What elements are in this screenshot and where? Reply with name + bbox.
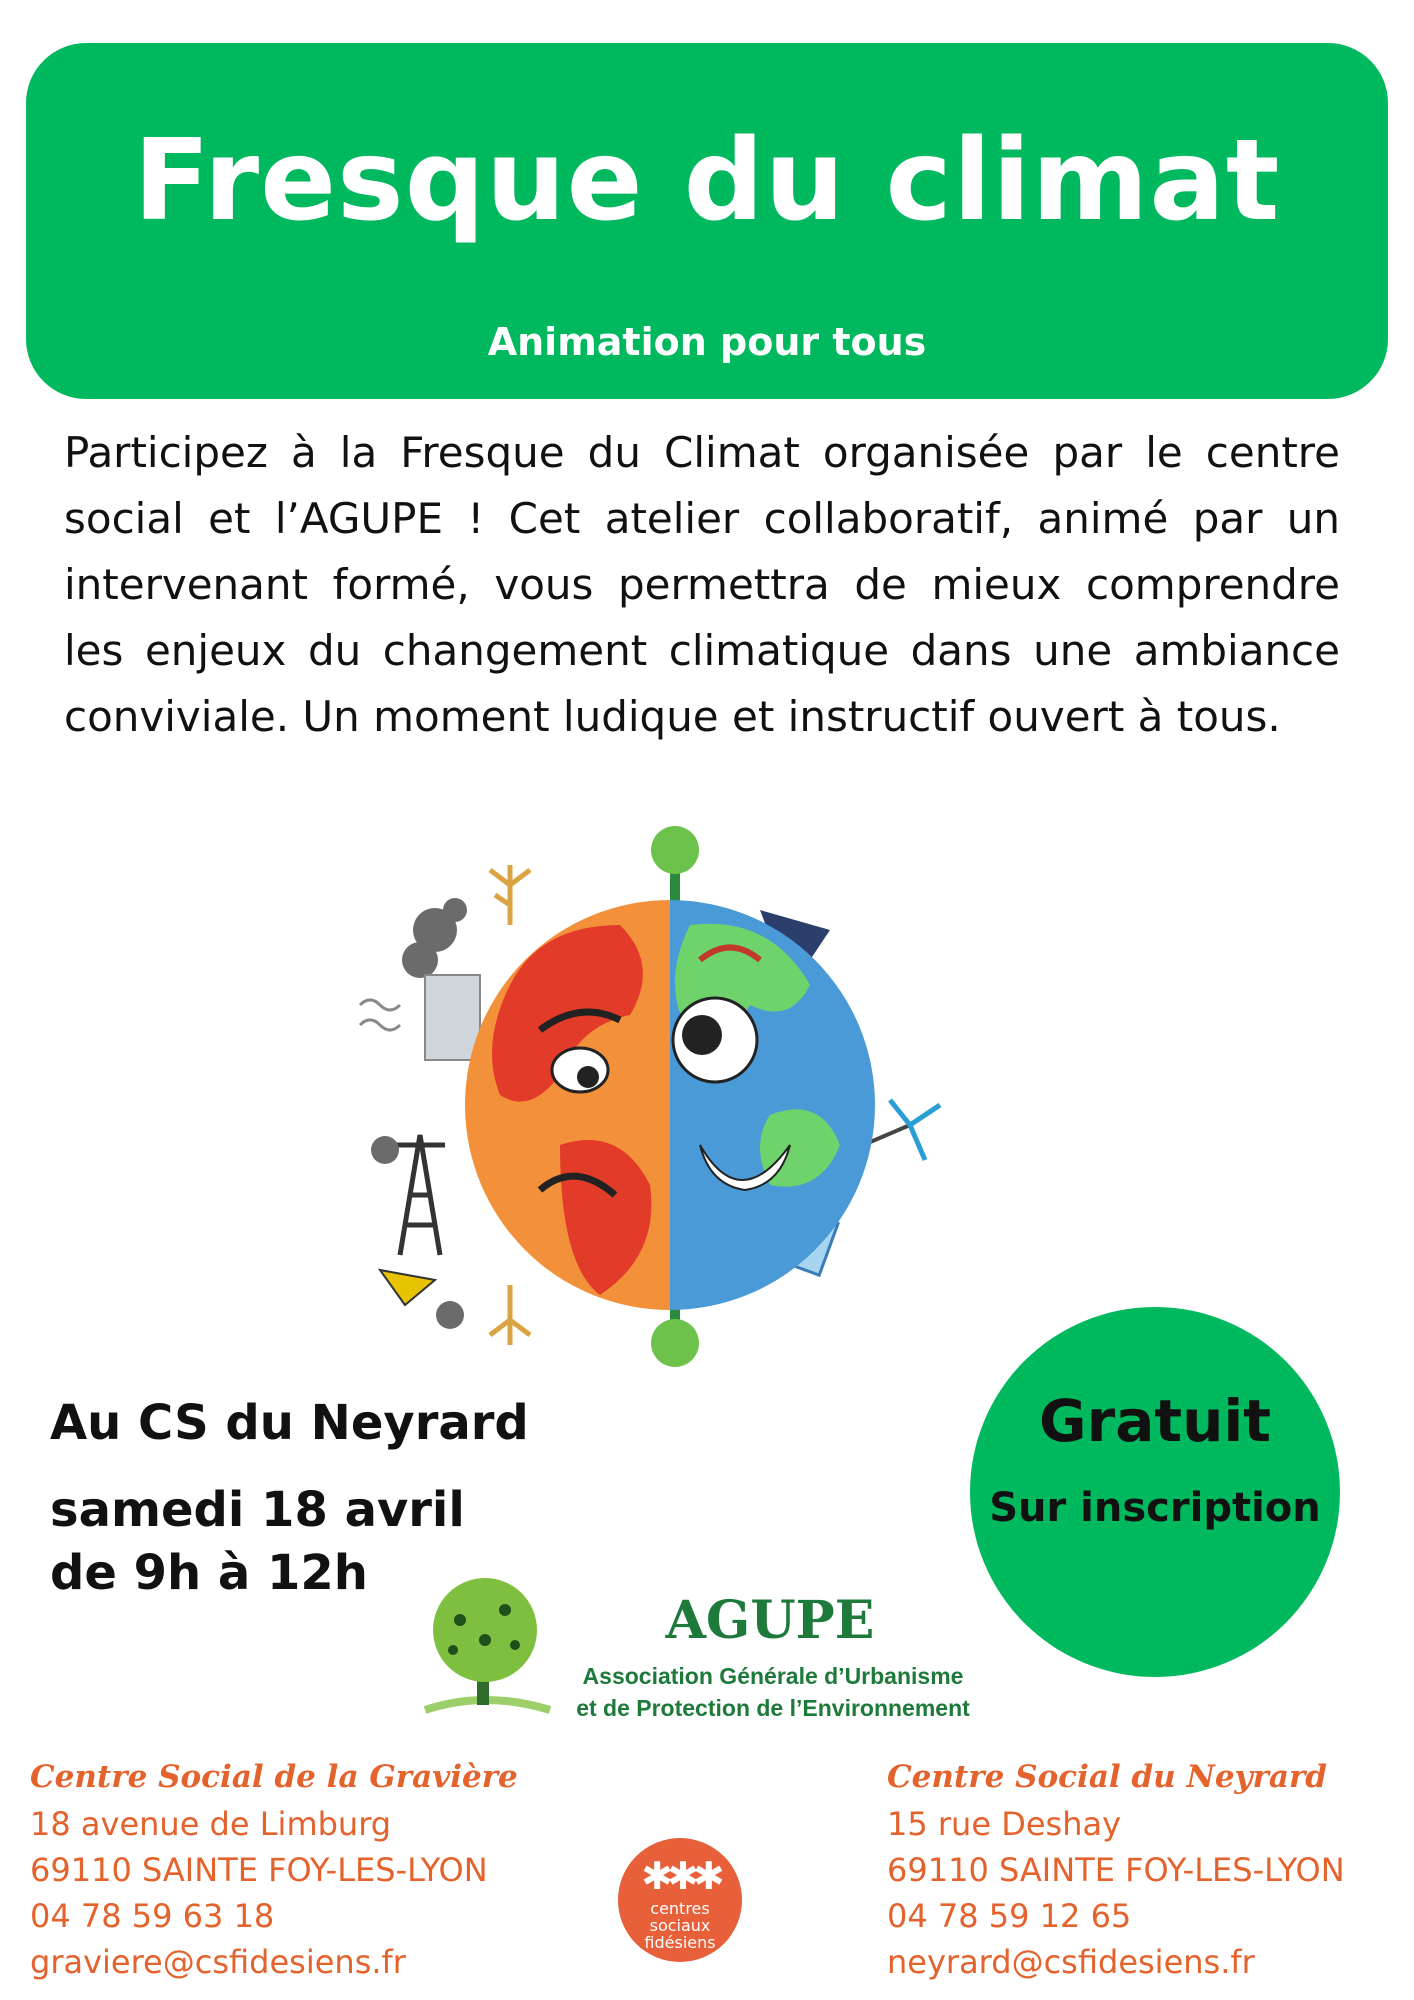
contact-name: Centre Social de la Gravière [30, 1759, 518, 1795]
contact-street: 18 avenue de Limburg [30, 1805, 392, 1843]
contact-phone: 04 78 59 63 18 [30, 1897, 275, 1935]
page-title: Fresque du climat [133, 116, 1281, 246]
contact-neyrard [887, 1753, 1345, 1985]
agupe-full-name [558, 1660, 988, 1724]
centres-sociaux-logo [618, 1838, 742, 1962]
page-subtitle: Animation pour tous [487, 320, 927, 364]
earth-illustration [340, 815, 980, 1375]
agupe-name: AGUPE [665, 1590, 875, 1651]
factory-icon [360, 898, 480, 1060]
price-label: Gratuit [1039, 1387, 1271, 1455]
contact-phone: 04 78 59 12 65 [887, 1897, 1132, 1935]
title-banner [26, 43, 1388, 399]
agupe-line-1: Association Générale d’Urbanisme [582, 1663, 964, 1689]
people-icon: ✱✱✱ [641, 1854, 719, 1898]
logo-line-2: sociaux [649, 1916, 711, 1935]
contact-name: Centre Social du Neyrard [887, 1759, 1327, 1795]
event-date: samedi 18 avril [50, 1482, 465, 1538]
contact-email: neyrard@csfidesiens.fr [887, 1943, 1255, 1981]
logo-line-1: centres [650, 1899, 710, 1918]
event-time: de 9h à 12h [50, 1545, 368, 1601]
agupe-line-2: et de Protection de l’Environnement [576, 1695, 970, 1721]
globe-icon [465, 900, 875, 1310]
logo-line-3: fidésiens [644, 1933, 716, 1952]
contact-city: 69110 SAINTE FOY-LES-LYON [887, 1851, 1345, 1889]
contact-email: graviere@csfidesiens.fr [30, 1943, 406, 1981]
intro-paragraph: Participez à la Fresque du Climat organisée par le centre social et l’AGUPE ! Cet atelier collaboratif, animé par un intervenant formé, vous permettra de mieux comprendre les enjeux du changement climatique dans une ambiance conviviale. Un moment ludique et instructif ouvert à tous. [64, 428, 1340, 741]
contact-graviere [30, 1753, 518, 1985]
contact-city: 69110 SAINTE FOY-LES-LYON [30, 1851, 488, 1889]
registration-note: Sur inscription [989, 1485, 1321, 1531]
contact-street: 15 rue Deshay [887, 1805, 1122, 1843]
agupe-tree-logo [415, 1570, 555, 1720]
event-location: Au CS du Neyrard [50, 1395, 529, 1451]
price-badge [970, 1307, 1340, 1677]
